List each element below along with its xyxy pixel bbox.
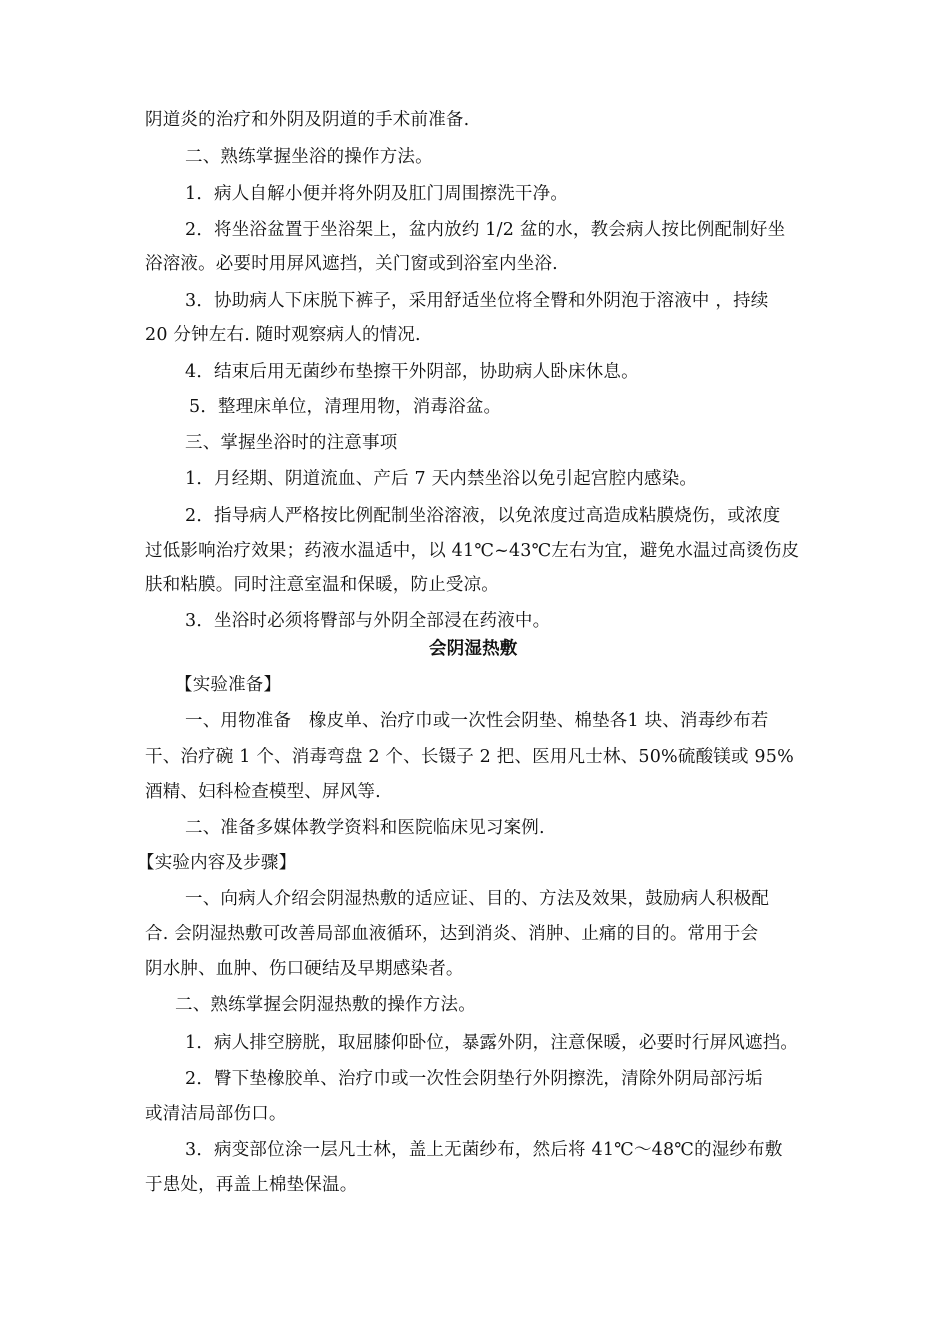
section-heading: 【实验准备】: [175, 675, 282, 695]
paragraph-line: 一、用物准备 橡皮单、治疗巾或一次性会阴垫、棉垫各1 块、消毒纱布若: [185, 711, 769, 731]
list-item: 1．月经期、阴道流血、产后 7 天内禁坐浴以免引起宫腔内感染。: [185, 469, 698, 489]
list-item: 2．将坐浴盆置于坐浴架上，盆内放约 1/2 盆的水，教会病人按比例配制好坐: [185, 220, 786, 240]
list-item: 5．整理床单位，清理用物，消毒浴盆。: [189, 397, 502, 417]
section-heading: 二、熟练掌握会阴湿热敷的操作方法。: [175, 995, 476, 1015]
list-item: 3．病变部位涂一层凡士林，盖上无菌纱布，然后将 41℃～48℃的湿纱布敷: [185, 1140, 783, 1160]
section-heading: 二、准备多媒体教学资料和医院临床见习案例.: [185, 818, 545, 838]
list-item: 4．结束后用无菌纱布垫擦干外阴部，协助病人卧床休息。: [185, 362, 639, 382]
paragraph-line: 或清洁局部伤口。: [145, 1104, 287, 1124]
list-item: 2．臀下垫橡胶单、治疗巾或一次性会阴垫行外阴擦洗，清除外阴局部污垢: [185, 1069, 763, 1089]
list-item: 1．病人自解小便并将外阴及肛门周围擦洗干净。: [185, 184, 569, 204]
list-item: 3．协助病人下床脱下裤子，采用舒适坐位将全臀和外阴泡于溶液中 ，持续: [185, 291, 769, 311]
section-heading: 三、掌握坐浴时的注意事项: [185, 433, 398, 453]
paragraph-line: 阴道炎的治疗和外阴及阴道的手术前准备.: [145, 110, 470, 130]
paragraph-line: 过低影响治疗效果；药液水温适中，以 41℃~43℃左右为宜，避免水温过高烫伤皮: [145, 541, 800, 561]
paragraph-line: 20 分钟左右. 随时观察病人的情况.: [145, 325, 421, 345]
section-heading: 【实验内容及步骤】: [137, 853, 297, 873]
list-item: 3．坐浴时必须将臀部与外阴全部浸在药液中。: [185, 611, 551, 631]
paragraph-line: 于患处，再盖上棉垫保温。: [145, 1175, 358, 1195]
paragraph-line: 阴水肿、血肿、伤口硬结及早期感染者。: [145, 959, 464, 979]
list-item: 2．指导病人严格按比例配制坐浴溶液，以免浓度过高造成粘膜烧伤，或浓度: [185, 506, 781, 526]
paragraph-line: 干、治疗碗 1 个、消毒弯盘 2 个、长镊子 2 把、医用凡士林、50%硫酸镁或 95%: [145, 747, 794, 767]
paragraph-line: 浴溶液。必要时用屏风遮挡，关门窗或到浴室内坐浴.: [145, 254, 558, 274]
paragraph-line: 肤和粘膜。同时注意室温和保暖，防止受凉。: [145, 575, 499, 595]
paragraph-line: 一、向病人介绍会阴湿热敷的适应证、目的、方法及效果，鼓励病人积极配: [185, 889, 770, 909]
page-title: 会阴湿热敷: [429, 639, 518, 659]
section-heading: 二、熟练掌握坐浴的操作方法。: [185, 147, 433, 167]
paragraph-line: 酒精、妇科检查模型、屏风等.: [145, 782, 381, 802]
list-item: 1．病人排空膀胱，取屈膝仰卧位，暴露外阴，注意保暖，必要时行屏风遮挡。: [185, 1033, 799, 1053]
paragraph-line: 合. 会阴湿热敷可改善局部血液循环，达到消炎、消肿、止痛的目的。常用于会: [145, 924, 759, 944]
